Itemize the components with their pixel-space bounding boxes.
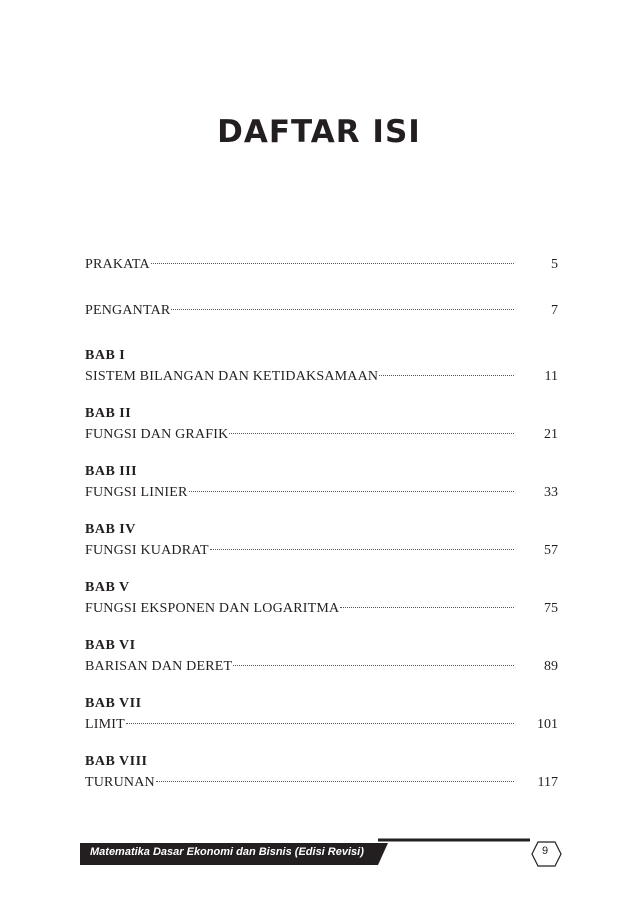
toc-entry-title: TURUNAN: [85, 775, 155, 790]
dot-leader: [340, 607, 514, 608]
toc-entry-title: FUNGSI LINIER: [85, 485, 188, 500]
toc-entry-title: LIMIT: [85, 717, 125, 732]
toc-entry-title: PENGANTAR: [85, 303, 171, 318]
toc-line: [85, 598, 558, 620]
toc-entry-title: BARISAN DAN DERET: [85, 659, 233, 674]
chapter-label: BAB III: [85, 464, 138, 479]
toc-page-number: 11: [544, 369, 558, 384]
footer-page-number: 9: [541, 845, 549, 857]
toc-page-number: 101: [537, 717, 558, 732]
chapter-label: BAB I: [85, 348, 126, 363]
toc-page-number: 57: [544, 543, 558, 558]
toc-entry-title: PRAKATA: [85, 257, 150, 272]
dot-leader: [229, 433, 514, 434]
toc-entry-bab-4: [85, 520, 558, 578]
chapter-label: BAB VI: [85, 638, 136, 653]
chapter-label: BAB VII: [85, 696, 142, 711]
dot-leader: [189, 491, 514, 492]
toc-entry-pengantar: [85, 300, 558, 346]
toc-entry-bab-8: [85, 752, 558, 810]
toc-entry-bab-5: [85, 578, 558, 636]
toc-entry-bab-6: [85, 636, 558, 694]
chapter-label: BAB VIII: [85, 754, 148, 769]
toc-page-number: 7: [551, 303, 558, 318]
toc-line: [85, 714, 558, 736]
toc-page-number: 89: [544, 659, 558, 674]
toc-entry-title: FUNGSI DAN GRAFIK: [85, 427, 229, 442]
table-of-contents: [85, 254, 558, 810]
page-title: DAFTAR ISI: [217, 114, 421, 150]
dot-leader: [126, 723, 514, 724]
toc-line: [85, 366, 558, 388]
toc-page-number: 33: [544, 485, 558, 500]
dot-leader: [210, 549, 514, 550]
dot-leader: [151, 263, 514, 264]
toc-entry-title: FUNGSI EKSPONEN DAN LOGARITMA: [85, 601, 340, 616]
toc-page-number: 117: [537, 775, 558, 790]
dot-leader: [233, 665, 514, 666]
footer-book-title: Matematika Dasar Ekonomi dan Bisnis (Edisi Revisi): [90, 846, 364, 858]
toc-entry-title: FUNGSI KUADRAT: [85, 543, 209, 558]
toc-page-number: 75: [544, 601, 558, 616]
toc-line: [85, 254, 558, 276]
toc-entry-title: SISTEM BILANGAN DAN KETIDAKSAMAAN: [85, 369, 379, 384]
toc-line: [85, 482, 558, 504]
toc-page-number: 21: [544, 427, 558, 442]
toc-entry-bab-2: [85, 404, 558, 462]
toc-line: [85, 656, 558, 678]
dot-leader: [379, 375, 514, 376]
toc-line: [85, 772, 558, 794]
toc-line: [85, 300, 558, 322]
chapter-label: BAB IV: [85, 522, 136, 537]
page-footer: [80, 838, 570, 870]
toc-entry-bab-3: [85, 462, 558, 520]
toc-entry-bab-1: [85, 346, 558, 404]
toc-entry-bab-7: [85, 694, 558, 752]
dot-leader: [156, 781, 514, 782]
toc-line: [85, 540, 558, 562]
toc-page-number: 5: [551, 257, 558, 272]
chapter-label: BAB II: [85, 406, 132, 421]
toc-line: [85, 424, 558, 446]
chapter-label: BAB V: [85, 580, 130, 595]
dot-leader: [171, 309, 514, 310]
toc-entry-prakata: [85, 254, 558, 300]
